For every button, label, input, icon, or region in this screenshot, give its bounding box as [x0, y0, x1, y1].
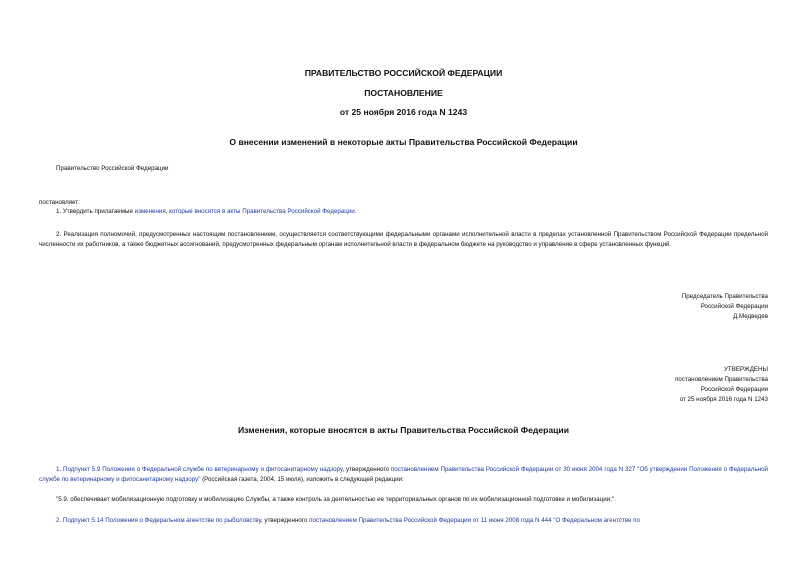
paragraph-1-prefix: 1. Утвердить прилагаемые	[56, 208, 135, 215]
government-header: ПРАВИТЕЛЬСТВО РОССИЙСКОЙ ФЕДЕРАЦИИ	[304, 68, 503, 78]
changes-link[interactable]: изменения, которые вносятся в акты Правительства Российской Федерации	[134, 208, 355, 215]
document-date-number: от 25 ноября 2016 года N 1243	[339, 107, 468, 117]
approval-by: постановлением Правительства	[675, 376, 768, 383]
approval-country: Российской Федерации	[700, 386, 768, 393]
item-2-text: , утвержденного	[260, 517, 310, 524]
change-item-1	[39, 465, 768, 485]
item-1-text-2: (Российская газета, 2004, 15 июля), изложить в следующей редакции:	[200, 476, 404, 484]
preamble: Правительство Российской Федерации	[56, 165, 169, 172]
item-1-regulation-link[interactable]: 1. Подпункт 5.9 Положения о Федеральной службе по ветеринарному и фитосанитарному надзору	[56, 466, 343, 473]
signature-position: Председатель Правительства	[681, 293, 768, 300]
change-item-2	[56, 516, 640, 526]
signature-country: Российской Федерации	[700, 303, 768, 310]
paragraph-1-suffix: .	[354, 208, 357, 215]
signature-name: Д.Медведев	[733, 313, 768, 320]
change-item-1-quote: "5.9. обеспечивает мобилизационную подготовку и мобилизацию Службы, а также контроль за деятельностью ее территориальных органов по их мобилизационной подготовке и мобилизации;".	[56, 496, 616, 503]
item-2-resolution-link[interactable]: постановлением Правительства Российской Федерации от 11 июня 2008 года N 444 "О Федеральном агентстве по	[309, 517, 640, 524]
item-1-resolution-link[interactable]: постановлением Правительства Российской Федерации от 30 июня 2004 года N 327 "Об утверждении Положения о Федеральной службе по ветеринарному и фитосанитарному надзору"	[39, 466, 769, 484]
paragraph-1	[56, 207, 356, 217]
approval-date-number: от 25 ноября 2016 года N 1243	[679, 396, 768, 403]
item-1-text: , утвержденного	[342, 466, 391, 473]
document-type: ПОСТАНОВЛЕНИЕ	[364, 88, 443, 98]
item-2-regulation-link[interactable]: 2. Подпункт 5.14 Положения о Федеральном агентстве по рыболовству	[56, 517, 261, 524]
changes-title: Изменения, которые вносятся в акты Правительства Российской Федерации	[237, 425, 569, 435]
resolves-label: постановляет:	[39, 199, 80, 206]
approval-approved: УТВЕРЖДЕНЫ	[724, 366, 768, 373]
paragraph-2: 2. Реализация полномочий, предусмотренных настоящим постановлением, осуществляется соответствующими федеральными органами исполнительной власти в пределах установленной Правительством Российской Федерации предельной численности их работников, а также бюджетных ассигнований, предусмотренных федеральным органам исполнительной власти в федеральном бюджете на руководство и управление в сфере установленных функций.	[39, 231, 768, 249]
document-title: О внесении изменений в некоторые акты Правительства Российской Федерации	[229, 137, 578, 147]
